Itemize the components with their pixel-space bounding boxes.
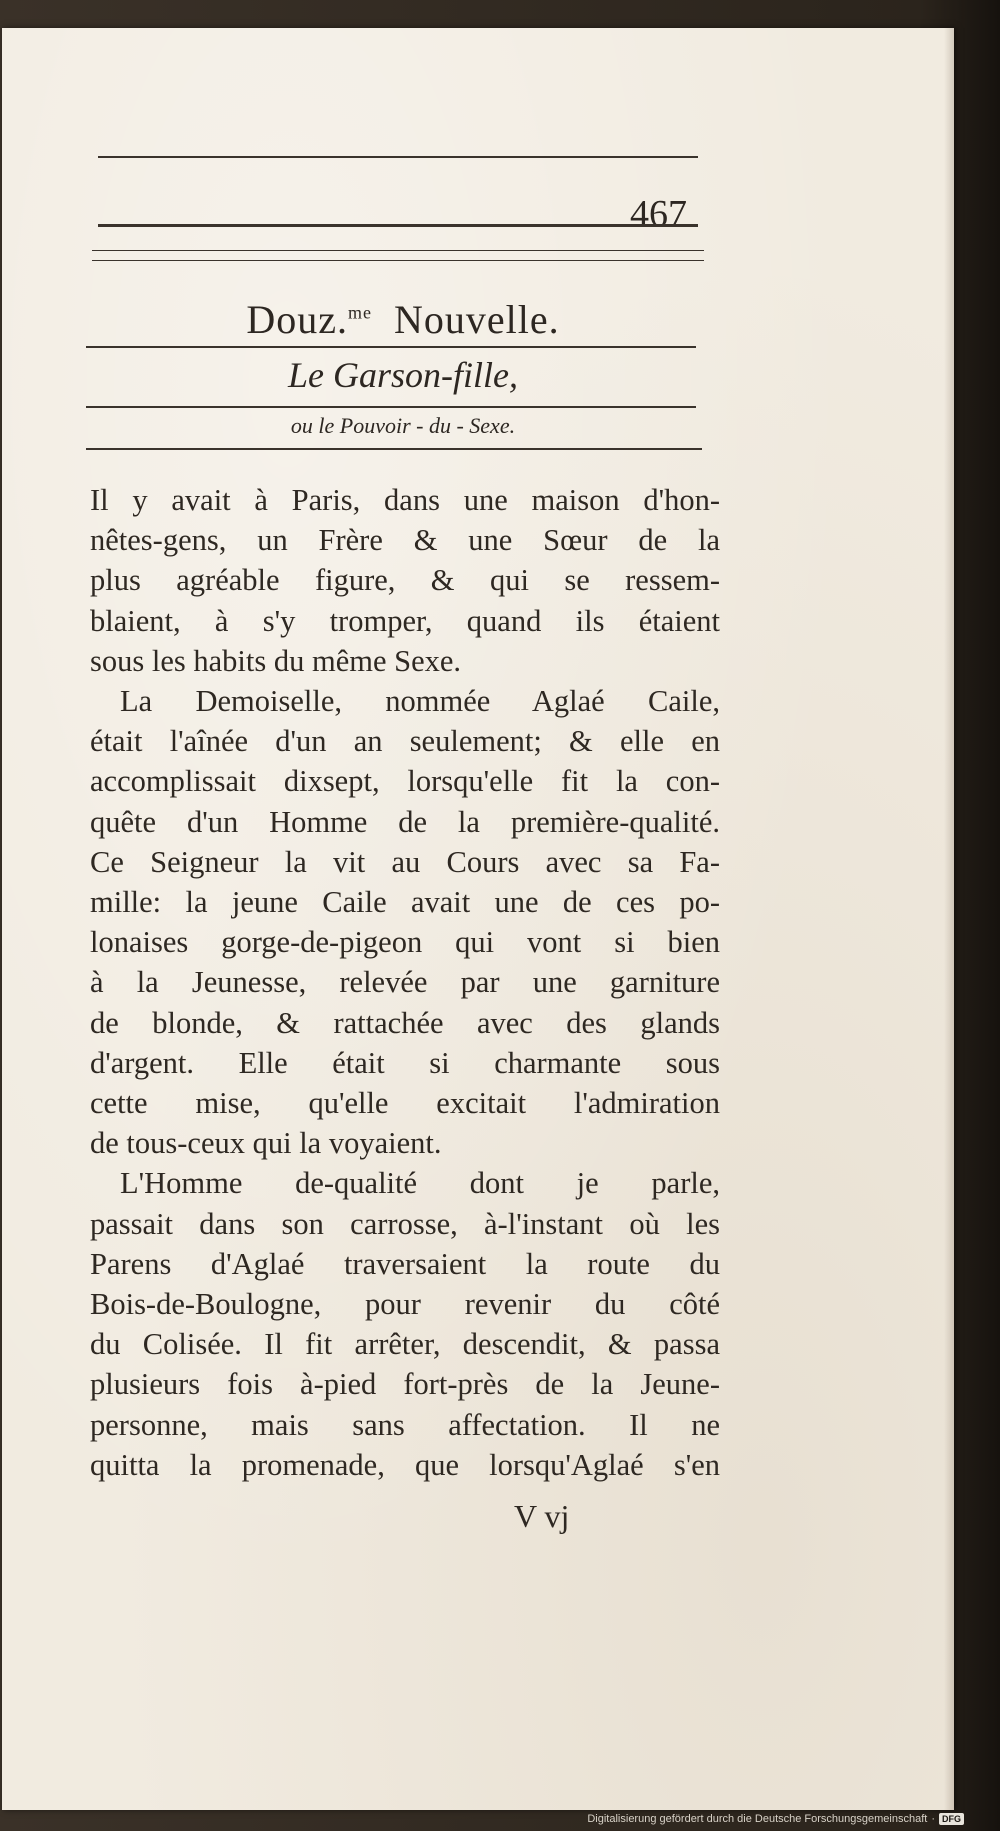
text-line: lonaises gorge-de-pigeon qui vont si bien — [90, 925, 720, 960]
text-line: personne, mais sans affectation. Il ne — [90, 1407, 720, 1442]
text-line: plus agréable figure, & qui se ressem- — [90, 563, 720, 598]
text-line: passait dans son carrosse, à-l'instant où les — [90, 1206, 720, 1241]
text-line: était l'aînée d'un an seulement; & elle en — [90, 724, 720, 759]
text-line: du Colisée. Il fit arrêter, descendit, & passa — [90, 1327, 720, 1362]
heading-rule-2 — [86, 406, 696, 408]
text-line: L'Homme de-qualité dont je parle, — [120, 1166, 720, 1201]
ornament-rule-top — [98, 156, 698, 158]
text-line: de tous-ceux qui la voyaient. — [90, 1126, 442, 1161]
chapter-heading-word: Nouvelle. — [394, 297, 560, 342]
story-title: Le Garson-fille, — [288, 355, 518, 395]
heading-rule-1 — [86, 346, 696, 348]
page-number: 467 — [630, 193, 687, 235]
text-line: La Demoiselle, nommée Aglaé Caile, — [120, 684, 720, 719]
text-line: mille: la jeune Caile avait une de ces po- — [90, 885, 720, 920]
text-line: blaient, à s'y tromper, quand ils étaient — [90, 603, 720, 638]
page-edge-shadow — [944, 28, 954, 1810]
text-line: quête d'un Homme de la première-qualité. — [90, 804, 720, 839]
dfg-logo-icon: DFG — [939, 1813, 964, 1825]
chapter-heading-superscript: me — [348, 302, 372, 323]
text-line: accomplissait dixsept, lorsqu'elle fit la con- — [90, 764, 720, 799]
book-page — [2, 28, 954, 1810]
header-rule-1 — [98, 224, 698, 227]
credit-text: Digitalisierung gefördert durch die Deutsche Forschungsgemeinschaft — [587, 1813, 928, 1825]
body-text — [90, 480, 720, 1485]
header-rule-3 — [92, 260, 704, 261]
text-line: de blonde, & rattachée avec des glands — [90, 1005, 720, 1040]
header-rule-2 — [92, 250, 704, 251]
catchword-signature: V vj — [514, 1498, 570, 1534]
text-line: à la Jeunesse, relevée par une garniture — [90, 965, 720, 1000]
text-line: quitta la promenade, que lorsqu'Aglaé s'en — [90, 1447, 720, 1482]
text-line: Parens d'Aglaé traversaient la route du — [90, 1246, 720, 1281]
text-line: cette mise, qu'elle excitait l'admiration — [90, 1086, 720, 1121]
text-line: Ce Seigneur la vit au Cours avec sa Fa- — [90, 844, 720, 879]
chapter-heading-prefix: Douz. — [246, 297, 348, 342]
text-line: d'argent. Elle était si charmante sous — [90, 1045, 720, 1080]
text-line: nêtes-gens, un Frère & une Sœur de la — [90, 523, 720, 558]
text-line: sous les habits du même Sexe. — [90, 643, 462, 678]
text-line: Il y avait à Paris, dans une maison d'hon- — [90, 483, 720, 517]
text-line: plusieurs fois à-pied fort-près de la Jeune- — [90, 1367, 720, 1402]
story-subtitle: ou le Pouvoir - du - Sexe. — [290, 413, 516, 438]
chapter-heading — [98, 296, 708, 343]
text-line: Bois-de-Boulogne, pour revenir du côté — [90, 1287, 720, 1322]
digitization-credit: Digitalisierung gefördert durch die Deutsche Forschungsgemeinschaft · DFG — [587, 1813, 964, 1825]
heading-rule-3 — [86, 448, 702, 450]
